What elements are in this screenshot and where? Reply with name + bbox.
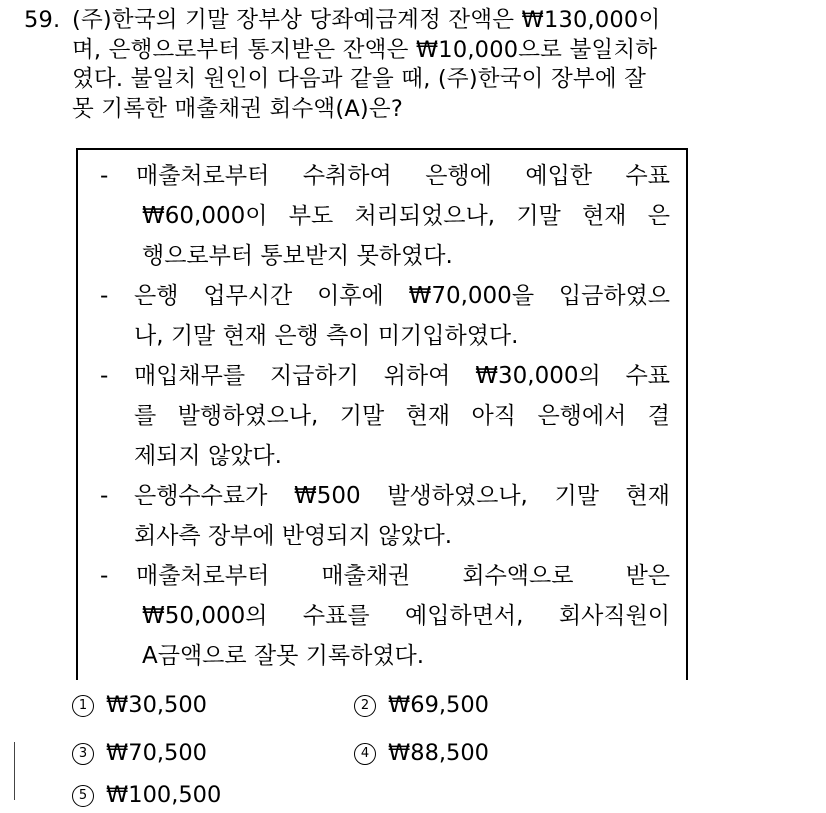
item-dash: - [100, 483, 109, 509]
choice-number-circle: 1 [72, 695, 94, 717]
question-text-line: (주)한국의 기말 장부상 당좌예금계정 잔액은 ₩130,000이 [72, 7, 661, 33]
item-dash: - [100, 363, 109, 389]
item-line: 은행 업무시간 이후에 ₩70,000을 입금하였으 [134, 283, 670, 309]
question-line-2: 며, 은행으로부터 통지받은 잔액은 ₩10,000으로 불일치하 [72, 36, 658, 63]
item-line: 은행수수료가 ₩500 발생하였으나, 기말 현재 [134, 483, 670, 509]
choice-2[interactable] [354, 692, 489, 718]
item-dash: - [100, 563, 109, 589]
condition-item-2 [78, 276, 686, 356]
choice-4[interactable] [354, 740, 489, 766]
item-line: 회사측 장부에 반영되지 않았다. [134, 523, 453, 549]
item-line: 나, 기말 현재 은행 측이 미기입하였다. [134, 323, 519, 349]
choice-text: ₩100,500 [106, 782, 222, 808]
item-line: ₩60,000이 부도 처리되었으나, 기말 현재 은 [142, 203, 670, 229]
question-number: 59. [24, 7, 61, 33]
choice-number-circle: 4 [354, 743, 376, 765]
item-line: A금액으로 잘못 기록하였다. [142, 643, 425, 669]
choice-text: ₩30,500 [106, 692, 207, 718]
condition-item-5 [78, 556, 686, 676]
condition-item-1 [78, 156, 686, 276]
choice-text: ₩70,500 [106, 740, 207, 766]
choice-number-circle: 3 [72, 743, 94, 765]
choice-1[interactable] [72, 692, 207, 718]
question-line-1 [24, 6, 814, 36]
item-dash: - [100, 283, 109, 309]
conditions-box [76, 148, 688, 680]
choice-number-circle: 2 [354, 695, 376, 717]
condition-item-4 [78, 476, 686, 556]
margin-bar [14, 742, 15, 800]
question-line-3: 였다. 불일치 원인이 다음과 같을 때, (주)한국이 장부에 잘 [72, 66, 647, 92]
choice-5[interactable] [72, 782, 221, 808]
item-line: 제되지 않았다. [134, 443, 282, 469]
item-line: 매출처로부터 매출채권 회수액으로 받은 [136, 563, 670, 589]
choice-number-circle: 5 [72, 785, 94, 807]
choice-text: ₩69,500 [388, 692, 489, 718]
item-line: 행으로부터 통보받지 못하였다. [142, 243, 453, 269]
choice-text: ₩88,500 [388, 740, 489, 766]
item-line: 매출처로부터 수취하여 은행에 예입한 수표 [136, 163, 670, 189]
choice-3[interactable] [72, 740, 207, 766]
question-line-4: 못 기록한 매출채권 회수액(A)은? [72, 95, 403, 122]
item-dash: - [100, 163, 109, 189]
item-line: ₩50,000의 수표를 예입하면서, 회사직원이 [142, 603, 670, 629]
question-stem [24, 6, 814, 124]
item-line: 매입채무를 지급하기 위하여 ₩30,000의 수표 [134, 363, 670, 389]
item-line: 를 발행하였으나, 기말 현재 아직 은행에서 결 [134, 403, 670, 429]
condition-item-3 [78, 356, 686, 476]
